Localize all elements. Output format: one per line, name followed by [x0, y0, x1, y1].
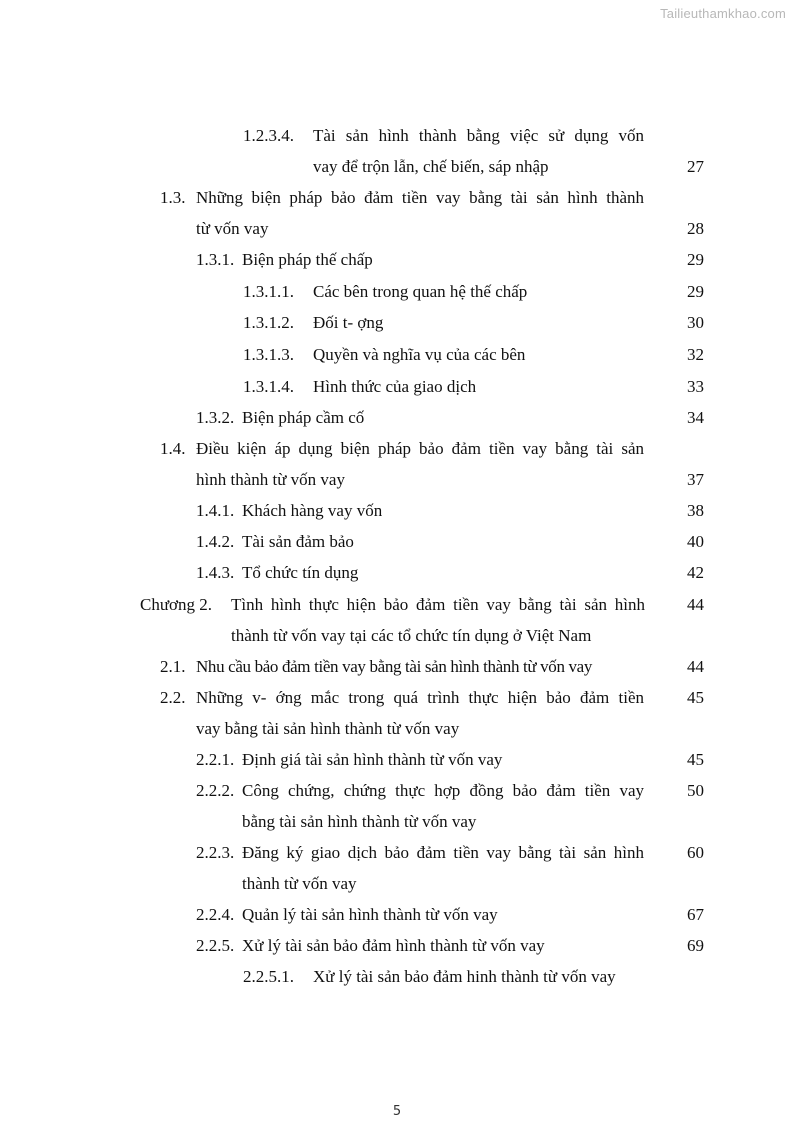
toc-entry-number: 2.2. — [160, 688, 186, 707]
toc-entry-title: vay bằng tài sản hình thành từ vốn vay — [196, 719, 460, 738]
toc-entry[interactable] — [243, 126, 704, 157]
toc-entry-page: 34 — [687, 408, 704, 427]
toc-entry-title: Quyền và nghĩa vụ của các bên — [313, 345, 526, 364]
toc-entry-title: Xử lý tài sản bảo đảm hình thành từ vốn vay — [242, 936, 545, 955]
toc-entry-title: Công chứng, chứng thực hợp đồng bảo đảm tiền vay — [242, 781, 644, 800]
toc-entry-title: Đối t- ợng — [313, 313, 384, 332]
toc-entry-page: 27 — [687, 157, 704, 176]
toc-entry[interactable] — [160, 188, 704, 219]
toc-entry[interactable] — [196, 936, 704, 967]
toc-entry-number: 1.3.1.3. — [243, 345, 294, 364]
toc-entry-page: 37 — [687, 470, 704, 489]
toc-entry-title: Hình thức của giao dịch — [313, 377, 477, 396]
toc-entry-number: 1.3.1.2. — [243, 313, 294, 332]
toc-entry-page: 42 — [687, 563, 704, 582]
toc-entry-title: từ vốn vay — [196, 219, 269, 238]
toc-entry-title: Những v- ớng mắc trong quá trình thực hiện bảo đảm tiền — [196, 688, 644, 707]
toc-entry[interactable] — [160, 688, 704, 719]
toc-entry-page: 33 — [687, 377, 704, 396]
toc-entry-number: 1.3.1. — [196, 250, 235, 269]
page-number: 5 — [392, 1104, 402, 1119]
toc-chapter-number: Chương 2. — [140, 595, 213, 614]
toc-entry-title: Những biện pháp bảo đảm tiền vay bằng tài sản hình thành — [196, 188, 644, 207]
toc-entry-continuation[interactable] — [196, 874, 704, 905]
toc-entry-page: 67 — [687, 905, 704, 924]
watermark: Tailieuthamkhao.com — [660, 6, 786, 21]
toc-entry[interactable] — [196, 843, 704, 874]
toc-entry-number: 1.3.1.4. — [243, 377, 294, 396]
toc-entry-page: 29 — [687, 250, 704, 269]
toc-entry[interactable] — [196, 750, 704, 781]
toc-entry-page: 44 — [687, 657, 704, 676]
toc-entry-continuation[interactable] — [140, 626, 704, 657]
toc-entry-continuation[interactable] — [196, 812, 704, 843]
toc-entry-title: thành từ vốn vay tại các tổ chức tín dụng ở Việt Nam — [231, 626, 592, 645]
toc-entry-number: 1.3. — [160, 188, 186, 207]
toc-entry[interactable] — [196, 563, 704, 594]
toc-entry-number: 1.4.1. — [196, 501, 235, 520]
toc-entry-number: 2.2.2. — [196, 781, 235, 800]
toc-entry-page: 28 — [687, 219, 704, 238]
toc-entry-title: Tổ chức tín dụng — [242, 563, 359, 582]
toc-entry-number: 1.2.3.4. — [243, 126, 294, 145]
toc-entry-number: 1.3.2. — [196, 408, 235, 427]
toc-entry[interactable] — [243, 282, 704, 313]
toc-entry-title: Tình hình thực hiện bảo đảm tiền vay bằng tài sản hình — [231, 595, 645, 614]
toc-entry-title: vay để trộn lẫn, chế biến, sáp nhập — [313, 157, 549, 176]
toc-entry[interactable] — [160, 439, 704, 470]
toc-entry-title: Các bên trong quan hệ thế chấp — [313, 282, 528, 301]
toc-entry[interactable] — [243, 377, 704, 408]
toc-entry-number: 1.4.3. — [196, 563, 235, 582]
toc-chapter-entry[interactable] — [140, 595, 704, 626]
toc-entry[interactable] — [196, 781, 704, 812]
toc-entry-continuation[interactable] — [243, 157, 704, 188]
toc-entry-continuation[interactable] — [160, 719, 704, 750]
toc-entry[interactable] — [160, 657, 704, 688]
toc-entry-page: 69 — [687, 936, 704, 955]
toc-entry[interactable] — [243, 313, 704, 344]
toc-entry-title: bằng tài sản hình thành từ vốn vay — [242, 812, 477, 831]
toc-entry-title: Xử lý tài sản bảo đảm hinh thành từ vốn vay — [313, 967, 616, 986]
toc-entry-number: 2.1. — [160, 657, 186, 676]
toc-entry-number: 2.2.5. — [196, 936, 235, 955]
toc-entry-page: 45 — [687, 750, 704, 769]
toc-entry-title: Quản lý tài sản hình thành từ vốn vay — [242, 905, 498, 924]
toc-entry-number: 1.4.2. — [196, 532, 235, 551]
toc-entry[interactable] — [196, 408, 704, 439]
toc-entry-number: 2.2.4. — [196, 905, 235, 924]
toc-entry-title: Biện pháp thế chấp — [242, 250, 373, 269]
toc-entry-title: thành từ vốn vay — [242, 874, 357, 893]
toc-entry-page: 60 — [687, 843, 704, 862]
toc-entry[interactable] — [243, 345, 704, 376]
toc-entry[interactable] — [196, 532, 704, 563]
toc-entry-number: 1.3.1.1. — [243, 282, 294, 301]
toc-entry-page: 45 — [687, 688, 704, 707]
toc-entry-continuation[interactable] — [160, 219, 704, 250]
toc-entry-title: Định giá tài sản hình thành từ vốn vay — [242, 750, 503, 769]
toc-entry[interactable] — [196, 250, 704, 281]
toc-entry[interactable] — [243, 967, 704, 998]
toc-entry-number: 2.2.1. — [196, 750, 235, 769]
toc-entry-title: Biện pháp cầm cố — [242, 408, 365, 427]
toc-entry[interactable] — [196, 905, 704, 936]
toc-entry-title: Khách hàng vay vốn — [242, 501, 383, 520]
toc-entry-title: Đăng ký giao dịch bảo đảm tiền vay bằng tài sản hình — [242, 843, 644, 862]
toc-entry-title: Nhu cầu bảo đảm tiền vay bằng tài sản hình thành từ vốn vay — [196, 657, 592, 676]
toc-entry[interactable] — [196, 501, 704, 532]
toc-entry-number: 2.2.3. — [196, 843, 235, 862]
toc-entry-title: hình thành từ vốn vay — [196, 470, 345, 489]
toc-entry-title: Điều kiện áp dụng biện pháp bảo đảm tiền vay bằng tài sản — [196, 439, 644, 458]
toc-entry-number: 2.2.5.1. — [243, 967, 294, 986]
toc-entry-number: 1.4. — [160, 439, 186, 458]
toc-entry-title: Tài sản đảm bảo — [242, 532, 354, 551]
toc-entry-continuation[interactable] — [160, 470, 704, 501]
toc-entry-page: 38 — [687, 501, 704, 520]
toc-entry-page: 50 — [687, 781, 704, 800]
toc-entry-page: 29 — [687, 282, 704, 301]
toc-entry-page: 30 — [687, 313, 704, 332]
toc-entry-page: 32 — [687, 345, 704, 364]
toc-entry-page: 44 — [687, 595, 704, 614]
toc-entry-page: 40 — [687, 532, 704, 551]
toc-entry-title: Tài sản hình thành bằng việc sử dụng vốn — [313, 126, 644, 145]
